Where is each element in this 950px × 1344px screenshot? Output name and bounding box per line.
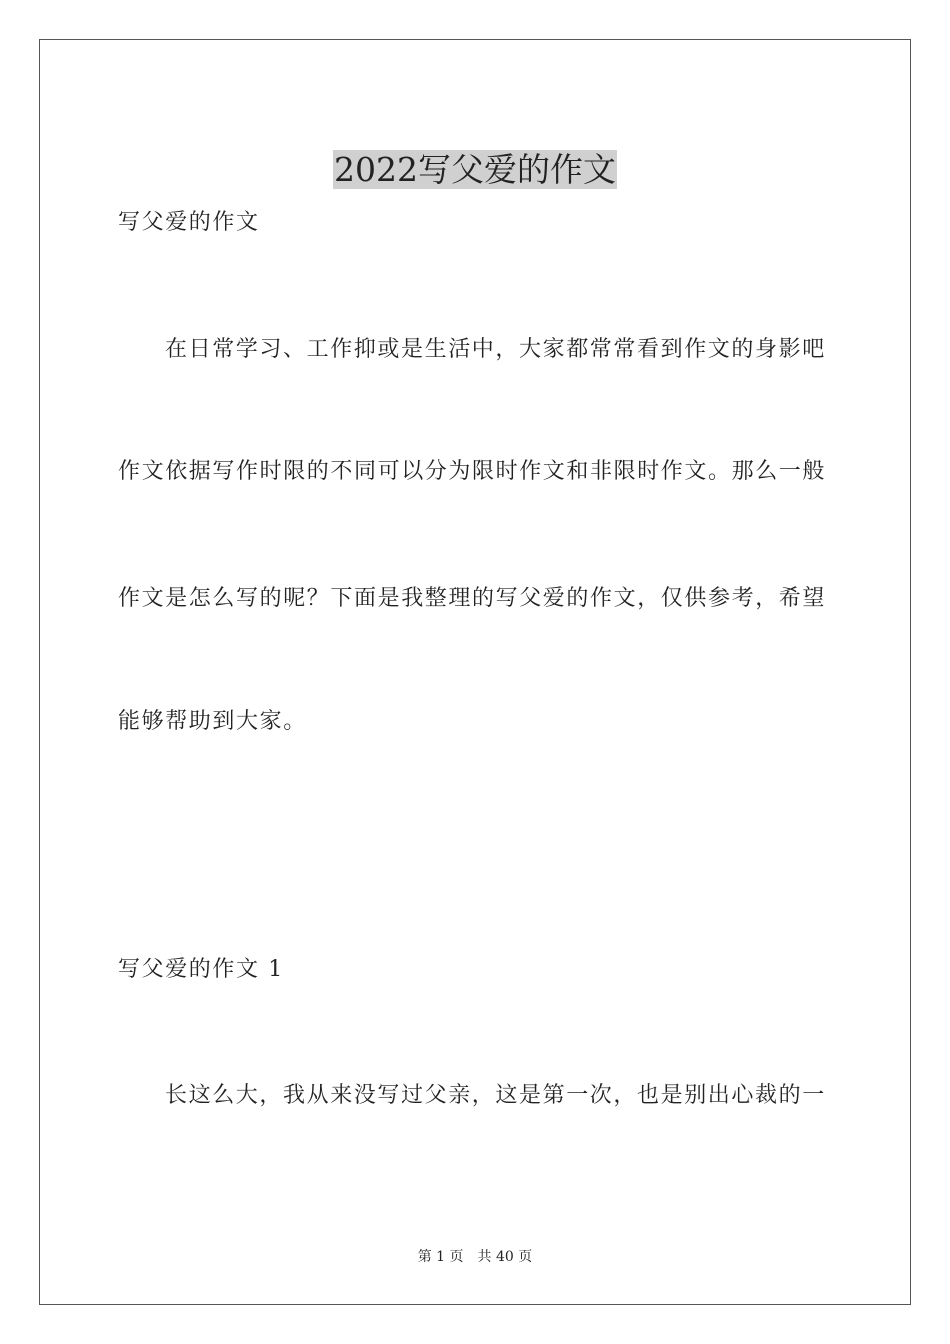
page-footer bbox=[0, 1248, 950, 1266]
paragraph-line: 长这么大，我从来没写过父亲，这是第一次，也是别出心裁的一 bbox=[165, 1083, 826, 1108]
page-total: 共 40 页 bbox=[477, 1249, 533, 1265]
document-subtitle: 写父爱的作文 bbox=[118, 210, 260, 235]
page-number: 第 1 页 bbox=[417, 1249, 464, 1265]
section-heading: 写父爱的作文 1 bbox=[118, 957, 284, 982]
paragraph-line: 能够帮助到大家。 bbox=[118, 709, 307, 734]
document-title bbox=[0, 148, 950, 192]
document-title-text: 2022写父爱的作文 bbox=[334, 150, 616, 190]
paragraph-line: 作文是怎么写的呢？下面是我整理的写父爱的作文，仅供参考，希望 bbox=[118, 586, 827, 611]
paragraph-line: 作文依据写作时限的不同可以分为限时作文和非限时作文。那么一般 bbox=[118, 459, 827, 484]
paragraph-line: 在日常学习、工作抑或是生活中，大家都常常看到作文的身影吧 bbox=[165, 337, 826, 362]
